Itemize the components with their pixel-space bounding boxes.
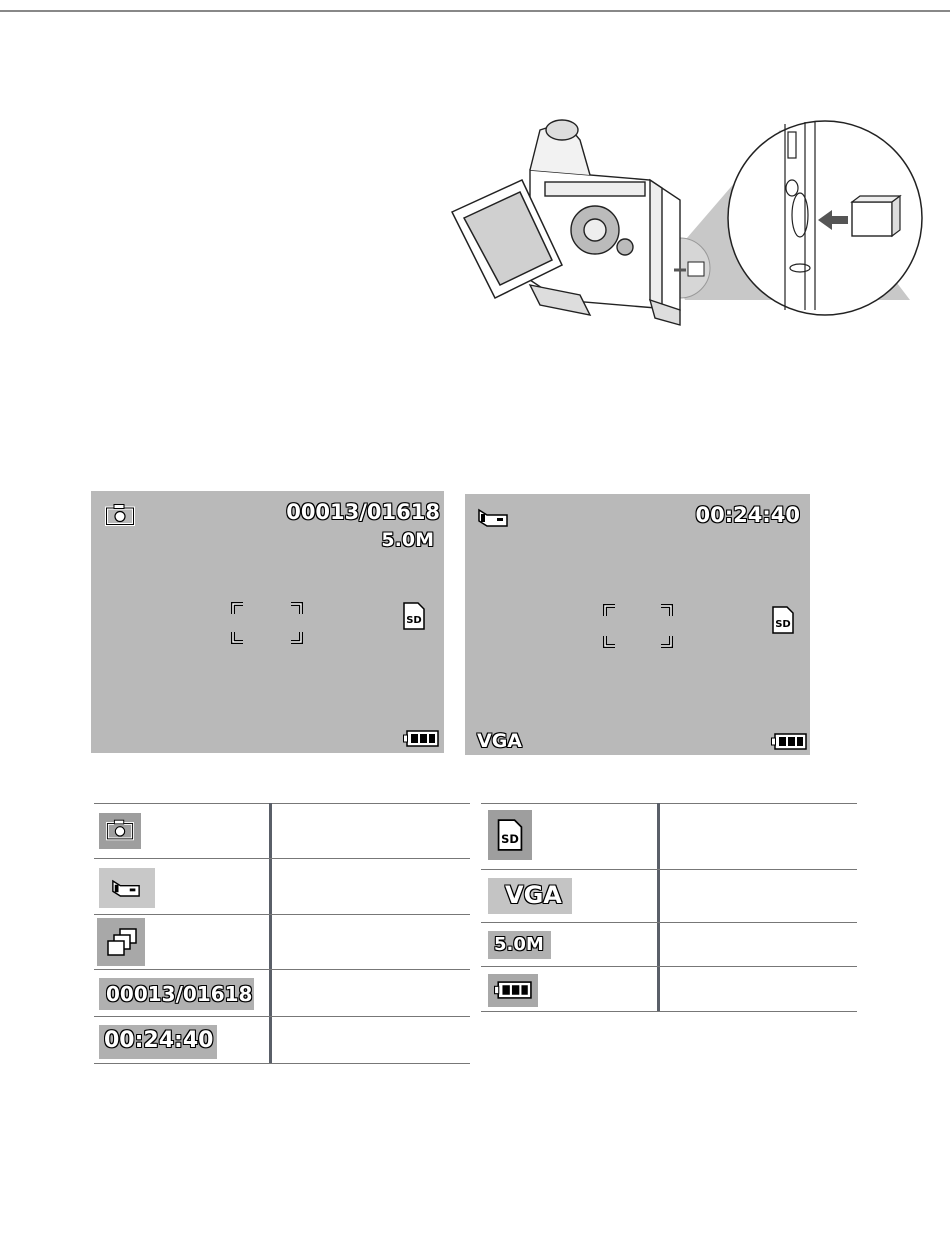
burst-mode-icon bbox=[106, 927, 138, 957]
svg-text:SD: SD bbox=[775, 619, 791, 630]
battery-full-icon bbox=[403, 730, 439, 747]
recording-timer: 00:24:40 bbox=[695, 503, 800, 527]
battery-full-icon bbox=[771, 733, 807, 750]
shots-counter: 00013/01618 bbox=[286, 500, 440, 524]
counter-sample: 00013/01618 bbox=[106, 982, 253, 1006]
legend-row bbox=[481, 803, 857, 870]
video-camera-icon bbox=[477, 508, 509, 528]
legend-row bbox=[94, 803, 470, 859]
legend-row bbox=[94, 859, 470, 915]
resolution-sample: 5.0M bbox=[494, 934, 544, 955]
sd-card-icon bbox=[497, 819, 523, 851]
resolution-label: 5.0M bbox=[381, 529, 434, 551]
battery-full-icon bbox=[494, 981, 532, 999]
focus-frame-icon bbox=[231, 602, 303, 644]
legend-row bbox=[481, 870, 857, 923]
legend-table-right bbox=[481, 803, 857, 1013]
camera-icon bbox=[106, 819, 134, 841]
legend-row bbox=[481, 923, 857, 967]
video-camera-icon bbox=[111, 879, 141, 898]
legend-table-left bbox=[94, 803, 470, 1064]
video-resolution-label: VGA bbox=[477, 730, 523, 752]
camera-sd-card-illustration bbox=[440, 110, 930, 330]
legend-row bbox=[94, 915, 470, 970]
legend-row bbox=[94, 970, 470, 1017]
video-mode-screen bbox=[465, 494, 810, 755]
camera-icon bbox=[105, 504, 135, 526]
svg-text:SD: SD bbox=[406, 615, 422, 626]
sd-card-icon bbox=[772, 606, 794, 634]
photo-mode-screen bbox=[91, 491, 444, 753]
vga-sample: VGA bbox=[505, 881, 562, 909]
sd-card-icon bbox=[403, 602, 425, 630]
legend-row bbox=[94, 1017, 470, 1064]
focus-frame-icon bbox=[603, 604, 673, 648]
timer-sample: 00:24:40 bbox=[104, 1028, 214, 1053]
svg-text:SD: SD bbox=[501, 832, 519, 846]
top-rule bbox=[0, 0, 950, 12]
legend-row bbox=[481, 967, 857, 1012]
